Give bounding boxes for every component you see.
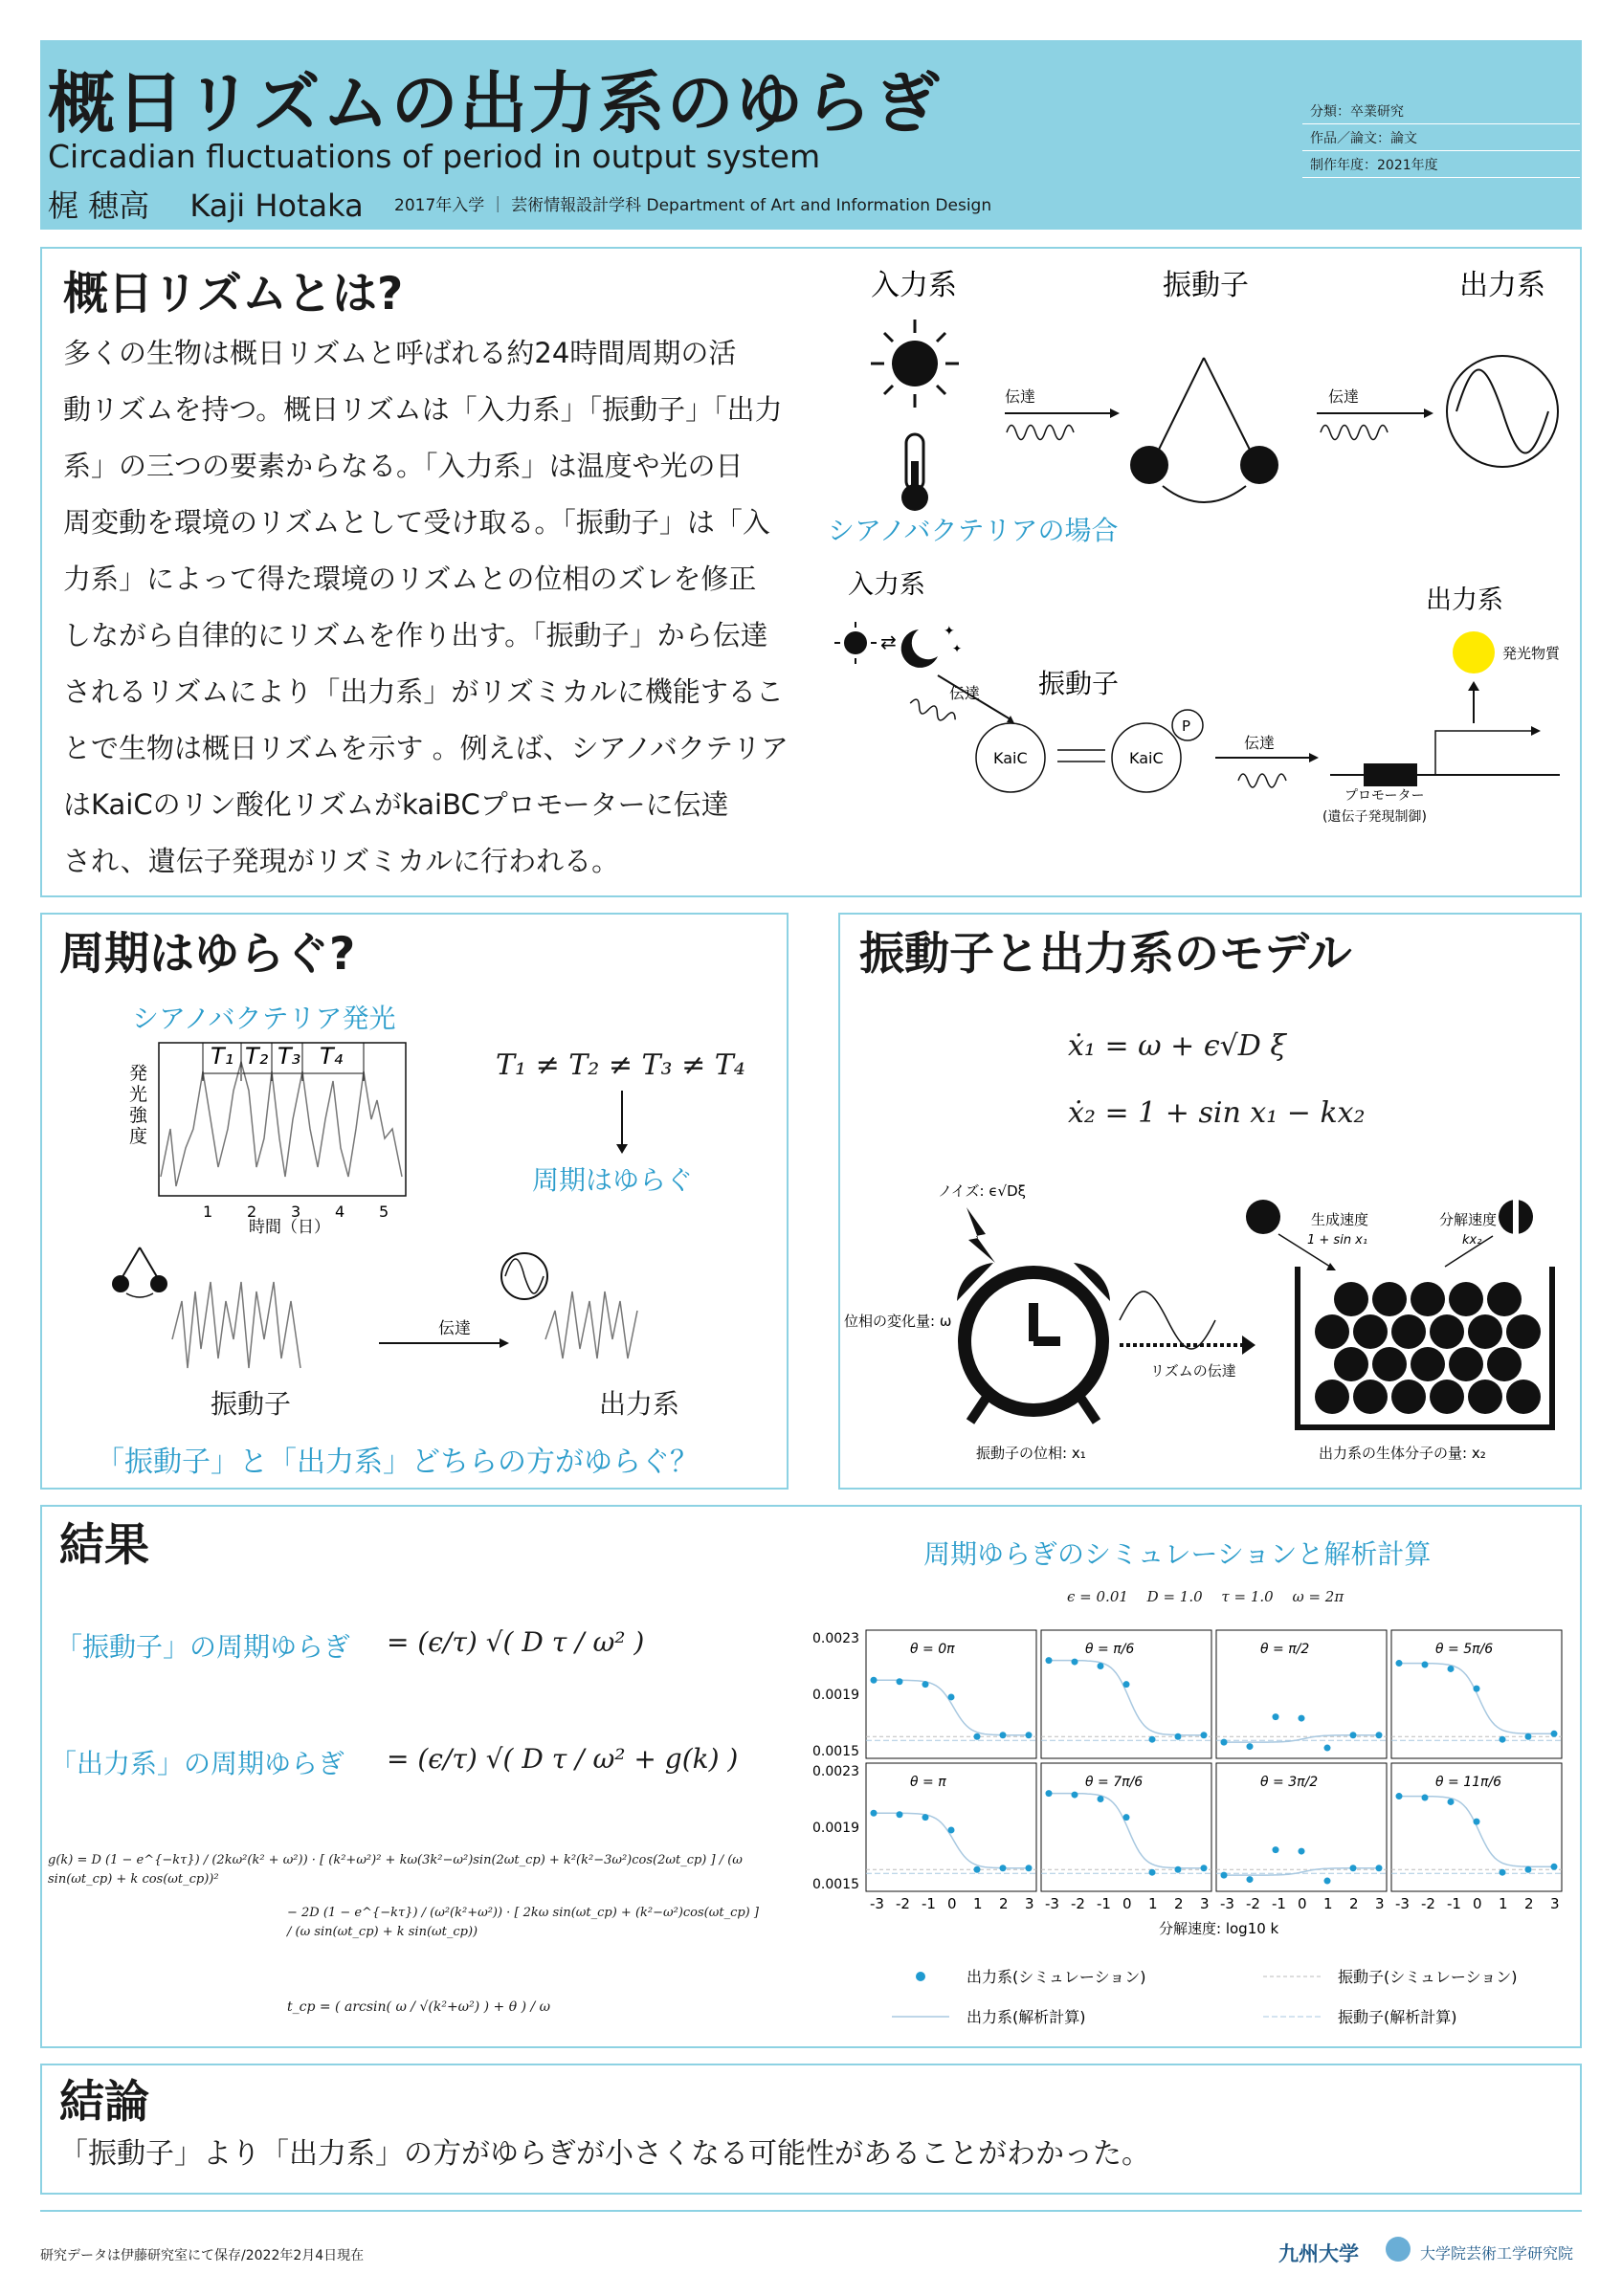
degraded-molecule-icon [1499,1198,1533,1236]
x-tick-label: -2 [1421,1895,1435,1912]
label-oscillator: 振動子 [1163,269,1249,302]
y-tick-label: 0.0023 [812,1764,859,1779]
label-oscillator-2: 振動子 [1038,668,1120,699]
output-sim-point [1273,1846,1279,1853]
conclusion-text: 「振動子」より「出力系」の方がゆらぎが小さくなる可能性があることがわかった。 [59,2137,1150,2171]
output-sim-point [1149,1869,1156,1876]
transmit-label: 伝達 [1328,387,1360,406]
phosphate-label: P [1182,718,1191,735]
gen-rate-label: 生成速度 [1311,1211,1369,1228]
chart-legend [880,1961,1579,2038]
x-tick-label: -2 [1246,1895,1260,1912]
x-tick-label: 3 [1200,1895,1210,1912]
kaic-label: KaiC [1129,749,1164,767]
panel-theta-label: θ = 5π/6 [1435,1642,1494,1657]
star-icon: ✦ [952,642,963,655]
x-tick-label: 2 [1524,1895,1534,1912]
meta-type: 作品／論文：論文 [1302,124,1580,151]
alarm-clock-icon [957,1263,1110,1422]
period-t1: T₁ [211,1043,234,1070]
y-tick-label: 0.0019 [812,1821,859,1836]
g-equation: g(k) = D (1 − e^{−kτ}) / (2kω²(k² + ω²)) · [ (k²+ω²)² + kω(3k²−ω²)sin(2ωt_cp) + k²(k²−3ω²)cos(2ωt_cp) ] / (ω sin(ωt_cp) + k cos(ωt_cp))² [48,1853,743,1887]
transmit-label: 伝達 [438,1319,471,1338]
intro-line: 力系」によって得た環境のリズムとの位相のズレを修正 [63,563,757,595]
output-sim-point [1221,1872,1228,1879]
x-tick-label: -3 [1220,1895,1234,1912]
conclusion-heading: 結論 [59,2076,149,2129]
x-tick-label: 2 [999,1895,1009,1912]
output-sim-point [1247,1743,1254,1750]
output-sim-point [922,1681,929,1688]
luminescent-label: 発光物質 [1502,645,1561,662]
results-heading: 結果 [59,1519,149,1572]
output-sim-point [1500,1869,1506,1876]
star-icon: ✦ [944,624,955,639]
chart-params: ϵ = 0.01 D = 1.0 τ = 1.0 ω = 2π [1067,1588,1344,1605]
osc-fluct-label: 「振動子」の周期ゆらぎ [56,1631,351,1663]
panel-theta-label: θ = 3π/2 [1260,1775,1319,1790]
intro-line: 多くの生物は概日リズムと呼ばれる約24時間周期の活 [63,337,737,369]
y-tick-label: 0.0015 [812,1744,859,1759]
molecule-container [1298,1267,1552,1427]
output-sim-point [897,1678,903,1685]
x-tick-label: -1 [922,1895,936,1912]
y-tick-label: 0.0023 [812,1631,859,1646]
model-diagram [842,1167,1579,1483]
output-sim-point [1273,1713,1279,1720]
ylabel-char: 光 [129,1084,148,1105]
legend-osc-sim: 振動子(シミュレーション) [1338,1968,1518,1986]
intro-line: 系」の三つの要素からなる。「入力系」は温度や光の日 [63,450,744,482]
output-sim-point [1551,1864,1558,1870]
output-sim-point [1098,1796,1104,1802]
xtick: 4 [335,1203,345,1221]
output-sim-point [1350,1732,1357,1738]
out-fluct-label: 「出力系」の周期ゆらぎ [50,1748,345,1779]
panel-theta-label: θ = π/6 [1085,1642,1135,1657]
wave-icon [1007,426,1074,440]
ylabel-char: 発 [129,1063,148,1084]
intro-line: されるリズムにより「出力系」がリズミカルに機能するこ [63,675,784,708]
output-sim-point [1551,1731,1558,1737]
y-tick-label: 0.0015 [812,1877,859,1892]
intro-line: 周変動を環境のリズムとして受け取る。「振動子」は「入 [63,506,770,539]
x-tick-label: 0 [1473,1895,1482,1912]
poster-subtitle: Circadian fluctuations of period in output system [48,138,821,175]
school-emblem-icon [1386,2237,1411,2262]
legend-output-calc: 出力系(解析計算) [967,2008,1086,2026]
promoter-sub: (遺伝子発現制御) [1322,809,1427,825]
output-sim-point [1149,1736,1156,1743]
output-sim-point [1201,1732,1208,1738]
oscillator-label: 振動子 [211,1388,292,1420]
output-sim-point [1396,1793,1403,1799]
x-tick-label: -1 [1272,1895,1286,1912]
sun-icon [871,320,959,408]
intro-text [63,325,829,890]
rhythm-wave [1120,1292,1215,1349]
output-sim-point [1448,1666,1455,1672]
output-sim-point [1000,1732,1007,1738]
school-name: 大学院芸術工学研究院 [1420,2244,1574,2263]
x-tick-label: 0 [947,1895,957,1912]
output-sim-point [1324,1878,1331,1885]
ylabel-char: 強 [129,1105,148,1126]
deg-rate-eq: kx₂ [1462,1233,1482,1247]
legend-sim-point [916,1972,925,1981]
oscillator-icon [112,1247,167,1297]
noise-label: ノイズ: ϵ√Dξ [938,1182,1027,1200]
label-input: 入力系 [871,269,957,302]
ylabel-char: 度 [129,1126,148,1147]
promoter-box [1364,763,1417,786]
thermometer-icon [901,434,928,511]
output-sim-point [1525,1733,1532,1740]
g-equation-2: − 2D (1 − e^{−kτ}) / (ω²(k²+ω²)) · [ 2kω sin(ωt_cp) + (k²−ω²)cos(ωt_cp) ] / (ω sin(ωt_cp) + k sin(ωt_cp)) [287,1906,759,1939]
footer-divider [40,2210,1582,2212]
intro-line: 動リズムを持つ。概日リズムは「入力系」「振動子」「出力 [63,393,783,426]
output-sim-point [1123,1814,1130,1821]
output-sim-point [1072,1792,1078,1799]
oscillator-trace [172,1282,300,1368]
x-tick-label: -2 [1071,1895,1085,1912]
output-sim-point [1000,1865,1007,1871]
intro-line: はKaiCのリン酸化リズムがkaiBCプロモーターに伝達 [63,788,729,821]
footer-note: 研究データは伊藤研究室にて保存/2022年2月4日現在 [40,2248,365,2263]
output-sim-point [1448,1799,1455,1805]
output-sim-point [1422,1795,1429,1801]
label-output: 出力系 [1459,269,1545,302]
legend-osc-calc: 振動子(解析計算) [1338,2008,1457,2026]
deg-rate-label: 分解速度 [1439,1211,1498,1228]
panel-theta-label: θ = 11π/6 [1435,1775,1502,1790]
output-label: 出力系 [599,1388,680,1420]
osc-fluct-eq: = (ϵ/τ) √( D τ / ω² ) [387,1626,645,1658]
model-eq2: ẋ₂ = 1 + sin x₁ − kx₂ [1068,1096,1366,1130]
down-arrow [612,1091,632,1158]
x-tick-label: -3 [1045,1895,1059,1912]
output-sim-point [1525,1866,1532,1873]
output-sim-point [1396,1660,1403,1667]
output-sim-point [1046,1790,1053,1797]
kaic-label: KaiC [993,749,1028,767]
xtick: 3 [291,1203,301,1221]
transmit-label: 伝達 [1005,387,1036,406]
x-tick-label: 1 [1148,1895,1158,1912]
output-sim-point [1299,1715,1305,1722]
period-heading: 周期はゆらぐ? [59,928,356,981]
output-wave-icon [501,1253,547,1299]
output-sim-point [1350,1865,1357,1871]
output-sim-point [1201,1865,1208,1871]
transmit-label: 伝達 [949,684,981,702]
output-sim-point [948,1826,955,1833]
fluctuation-chart [809,1617,1579,1937]
oscillator-output-diagram [105,1244,641,1397]
y-tick-label: 0.0019 [812,1688,859,1703]
cyano-lum-label: シアノバクテリア発光 [132,1003,396,1034]
x-tick-label: -1 [1097,1895,1111,1912]
period-t2: T₂ [245,1043,269,1070]
output-sim-point [1026,1732,1033,1738]
output-sim-point [1376,1732,1383,1738]
output-sim-point [1474,1819,1480,1825]
output-sim-point [1474,1686,1480,1692]
xtick: 2 [247,1203,257,1221]
meta-year: 制作年度：2021年度 [1302,151,1580,178]
period-inequality: T₁ ≠ T₂ ≠ T₃ ≠ T₄ [496,1049,745,1082]
x-tick-label: 1 [973,1895,983,1912]
x-tick-label: -3 [1395,1895,1410,1912]
x-tick-label: -2 [896,1895,910,1912]
output-sim-point [1072,1659,1078,1666]
output-sim-point [1046,1657,1053,1664]
output-sim-point [1175,1733,1182,1740]
luminescent-icon [1453,631,1495,673]
intro-heading: 概日リズムとは? [63,268,404,320]
output-trace [545,1292,637,1358]
x-tick-label: 3 [1375,1895,1385,1912]
legend-output-sim: 出力系(シミュレーション) [967,1968,1146,1986]
output-sim-point [1422,1662,1429,1668]
output-sim-point [1324,1745,1331,1752]
gen-rate-eq: 1 + sin x₁ [1307,1233,1368,1247]
panel-theta-label: θ = π/2 [1260,1642,1310,1657]
model-heading: 振動子と出力系のモデル [859,928,1352,981]
x-tick-label: -3 [870,1895,884,1912]
label-input-2: 入力系 [848,570,925,600]
x-tick-label: -1 [1447,1895,1461,1912]
intro-line: され、遺伝子発現がリズミカルに行われる。 [63,845,620,877]
output-sim-point [1247,1876,1254,1883]
model-eq1: ẋ₁ = ω + ϵ√D ξ [1068,1029,1286,1063]
lightning-icon [967,1207,995,1263]
poster-title: 概日リズムの出力系のゆらぎ [48,64,943,143]
xtick: 5 [379,1203,389,1221]
which-fluctuates-question: 「振動子」と「出力系」どちらの方がゆらぐ？ [96,1446,699,1479]
circadian-diagram [823,251,1579,892]
chart-xlabel: 分解速度: log10 k [1159,1920,1279,1937]
output-sim-point [922,1814,929,1821]
x-tick-label: 2 [1349,1895,1359,1912]
department: 2017年入学 ｜ 芸術情報設計学科 Department of Art and Information Design [394,196,992,215]
chart-title: 周期ゆらぎのシミュレーションと解析計算 [923,1538,1432,1570]
sun-icon [834,622,877,664]
label-output-2: 出力系 [1426,585,1503,615]
panel-theta-label: θ = 7π/6 [1085,1775,1144,1790]
x-tick-label: 1 [1323,1895,1333,1912]
university-logo-text: 九州大学 [1278,2242,1359,2265]
rhythm-label: リズムの伝達 [1150,1362,1236,1380]
output-sim-point [897,1811,903,1818]
x-tick-label: 1 [1499,1895,1508,1912]
intro-line: とで生物は概日リズムを示す 。例えば、シアノバクテリア [63,732,789,764]
output-amount-label: 出力系の生体分子の量: x₂ [1319,1445,1486,1462]
luminescence-trace [161,1062,402,1186]
period-fluctuates: 周期はゆらぐ [532,1164,694,1196]
xtick: 1 [203,1203,213,1221]
intro-line: しながら自律的にリズムを作り出す。「振動子」から伝達 [63,619,768,651]
output-sim-point [1376,1865,1383,1871]
x-tick-label: 3 [1025,1895,1034,1912]
period-t3: T₃ [278,1043,301,1070]
x-tick-label: 0 [1122,1895,1132,1912]
tcp-equation: t_cp = ( arcsin( ω / √(k²+ω²) ) + θ ) / ω [287,1999,551,2015]
output-sim-point [1221,1739,1228,1746]
x-tick-label: 2 [1174,1895,1184,1912]
output-sim-point [1026,1865,1033,1871]
molecule-icon [1246,1200,1280,1234]
transmit-label: 伝達 [1244,734,1276,752]
output-sim-point [1500,1736,1506,1743]
luminescence-plot [115,1033,421,1237]
output-sim-point [1175,1866,1182,1873]
output-sim-point [974,1733,981,1740]
promoter-label: プロモーター [1344,788,1425,804]
author-name: 梶 穂高 Kaji Hotaka [48,188,364,224]
panel-theta-label: θ = π [910,1775,946,1790]
period-t4: T₄ [320,1043,344,1070]
panel-theta-label: θ = 0π [910,1642,955,1657]
output-wave-icon [1447,356,1558,467]
oscillator-icon [1130,358,1278,502]
output-sim-point [871,1810,878,1817]
exchange-icon: ⇄ [880,630,897,653]
cyano-case-label: シアノバクテリアの場合 [828,515,1119,546]
output-sim-point [1098,1663,1104,1669]
output-sim-point [974,1866,981,1873]
output-sim-point [948,1693,955,1700]
osc-phase-label: 振動子の位相: x₁ [976,1445,1086,1462]
output-sim-point [1123,1681,1130,1688]
x-tick-label: 3 [1550,1895,1560,1912]
output-sim-point [1299,1848,1305,1855]
out-fluct-eq: = (ϵ/τ) √( D τ / ω² + g(k) ) [387,1743,739,1775]
output-sim-point [871,1677,878,1684]
meta-category: 分類：卒業研究 [1302,98,1580,124]
x-tick-label: 0 [1298,1895,1307,1912]
xlabel: 時間（日） [249,1218,330,1237]
phase-change-label: 位相の変化量: ω [844,1313,952,1330]
moon-icon [901,629,938,668]
